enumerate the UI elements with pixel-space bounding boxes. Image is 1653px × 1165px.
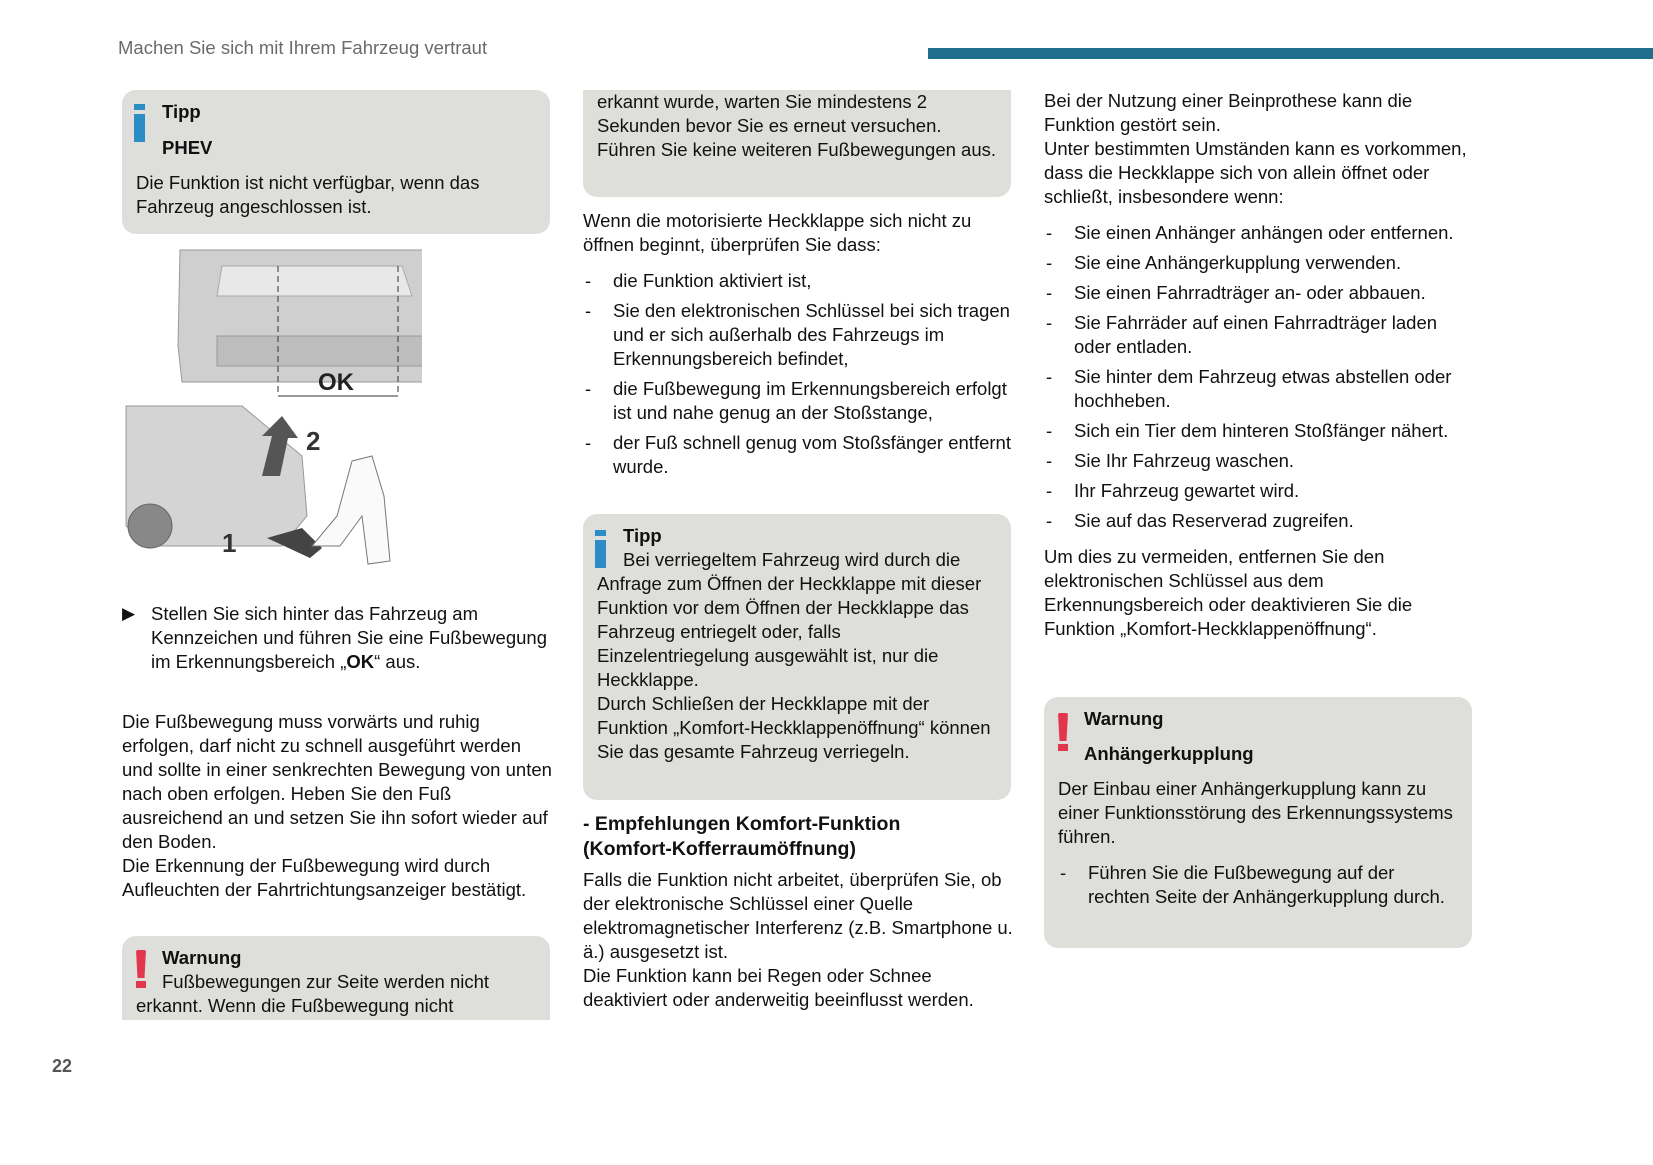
list-item: - die Funktion aktiviert ist, xyxy=(583,269,1013,293)
check-list xyxy=(583,269,1013,479)
col2-check-section xyxy=(583,209,1013,485)
list-item: - Ihr Fahrzeug gewartet wird. xyxy=(1044,479,1476,503)
list-item: - Führen Sie die Fußbewegung auf der rechten Seite der Anhängerkupplung durch. xyxy=(1058,861,1458,909)
step-2-label: 2 xyxy=(306,426,321,456)
warning-label: Warnung xyxy=(1084,708,1164,729)
list-item: - Sie Fahrräder auf einen Fahrradträger laden oder entladen. xyxy=(1044,311,1476,359)
paragraph: Wenn die motorisierte Heckklappe sich nicht zu öffnen beginnt, überprüfen Sie dass: xyxy=(583,210,972,255)
paragraph: Die Funktion kann bei Regen oder Schnee deaktiviert oder anderweitig beeinflusst werden. xyxy=(583,965,974,1010)
tip-text: Durch Schließen der Heckklappe mit der Funktion „Komfort-Heckklappenöffnung“ können Sie das gesamte Fahrzeug verriegeln. xyxy=(597,693,991,762)
col1-body xyxy=(122,710,552,902)
list-item: - die Fußbewegung im Erkennungsbereich erfolgt ist und nahe genug an der Stoßstange, xyxy=(583,377,1013,425)
list-item: - Sie einen Anhänger anhängen oder entfernen. xyxy=(1044,221,1476,245)
list-item: - Sie einen Fahrradträger an- oder abbauen. xyxy=(1044,281,1476,305)
instruction-ok: OK xyxy=(346,651,375,672)
tip-label: Tipp xyxy=(623,525,662,546)
foot-gesture-illustration xyxy=(122,246,422,570)
warning-text: Der Einbau einer Anhängerkupplung kann zu einer Funktionsstörung des Erkennungssystems führen. xyxy=(1058,778,1453,847)
ok-zone-label: OK xyxy=(318,369,354,396)
step-1-label: 1 xyxy=(222,528,237,558)
warning-text-continued: erkannt wurde, warten Sie mindestens 2 Sekunden bevor Sie es erneut versuchen. Führen Sie keine weiteren Fußbewegungen aus. xyxy=(597,91,997,160)
warning-label: Warnung xyxy=(162,947,242,968)
tip-label: Tipp xyxy=(162,101,201,122)
col2-recommendations xyxy=(583,812,1013,1012)
paragraph: Unter bestimmten Umständen kann es vorkommen, dass die Heckklappe sich von allein öffnet oder schließt, insbesondere wenn: xyxy=(1044,138,1467,207)
paragraph: Bei der Nutzung einer Beinprothese kann die Funktion gestört sein. xyxy=(1044,90,1413,135)
warning-icon xyxy=(136,950,146,988)
instruction-text xyxy=(122,602,550,674)
list-item: - Sie eine Anhängerkupplung verwenden. xyxy=(1044,251,1476,275)
tip-text: Die Funktion ist nicht verfügbar, wenn das Fahrzeug angeschlossen ist. xyxy=(136,172,480,217)
paragraph: Die Erkennung der Fußbewegung wird durch Aufleuchten der Fahrtrichtungsanzeiger bestätigt. xyxy=(122,855,527,900)
list-item: - Sie den elektronischen Schlüssel bei sich tragen und er sich außerhalb des Fahrzeugs im Erkennungsbereich befindet, xyxy=(583,299,1013,371)
warning-icon xyxy=(1058,713,1068,751)
list-item: - Sich ein Tier dem hinteren Stoßfänger nähert. xyxy=(1044,419,1476,443)
header-accent-bar xyxy=(928,48,1653,59)
tip-box-unlock xyxy=(583,514,1011,800)
warning-box-towbar xyxy=(1044,697,1472,948)
section-heading: - Empfehlungen Komfort-Funktion (Komfort-Kofferraumöffnung) xyxy=(583,813,901,860)
instruction-step xyxy=(122,602,550,674)
list-item: - der Fuß schnell genug vom Stoßsfänger entfernt wurde. xyxy=(583,431,1013,479)
info-icon xyxy=(134,104,145,142)
arrow-bullet-icon: ▶ xyxy=(122,604,136,623)
info-icon xyxy=(595,530,606,568)
instruction-pre: Stellen Sie sich hinter das Fahrzeug am Kennzeichen und führen Sie eine Fußbewegung im Erkennungsbereich „ xyxy=(151,603,547,672)
list-item: - Sie auf das Reserverad zugreifen. xyxy=(1044,509,1476,533)
warning-text: Fußbewegungen zur Seite werden nicht erkannt. Wenn die Fußbewegung nicht xyxy=(136,971,490,1016)
warning-box-continued xyxy=(583,90,1011,197)
list-item: - Sie Ihr Fahrzeug waschen. xyxy=(1044,449,1476,473)
warning-subtitle: Anhängerkupplung xyxy=(1084,743,1254,764)
list-item: - Sie hinter dem Fahrzeug etwas abstellen oder hochheben. xyxy=(1044,365,1476,413)
tip-subtitle: PHEV xyxy=(162,137,213,158)
tip-box-phev xyxy=(122,90,550,234)
paragraph: Die Fußbewegung muss vorwärts und ruhig erfolgen, darf nicht zu schnell ausgeführt werden und sollte in einer senkrechten Bewegung von unten nach oben erfolgen. Heben Sie den Fuß ausreichend an und setzen Sie ihn sofort wieder auf den Boden. xyxy=(122,711,552,852)
paragraph: Um dies zu vermeiden, entfernen Sie den elektronischen Schlüssel aus dem Erkennungsbereich oder deaktivieren Sie die Funktion „Komfort-Heckklappenöffnung“. xyxy=(1044,546,1413,639)
instruction-post: “ aus. xyxy=(374,651,421,672)
warning-box-side-movement xyxy=(122,936,550,1020)
running-header: Machen Sie sich mit Ihrem Fahrzeug vertraut xyxy=(118,37,488,58)
page-number: 22 xyxy=(52,1056,73,1076)
conditions-list xyxy=(1044,221,1476,533)
paragraph: Falls die Funktion nicht arbeitet, überprüfen Sie, ob der elektronische Schlüssel einer Quelle elektromagnetischer Interferenz (z.B. Smartphone u. ä.) ausgesetzt ist. xyxy=(583,869,1013,962)
col3-body xyxy=(1044,89,1476,641)
warning-list xyxy=(1058,861,1458,909)
tip-text: Bei verriegeltem Fahrzeug wird durch die Anfrage zum Öffnen der Heckklappe mit dieser Funktion vor dem Öffnen der Heckklappe das Fahrzeug entriegelt oder, falls Einzelentriegelung ausgewählt ist, nur die Heckklappe. xyxy=(597,549,982,690)
